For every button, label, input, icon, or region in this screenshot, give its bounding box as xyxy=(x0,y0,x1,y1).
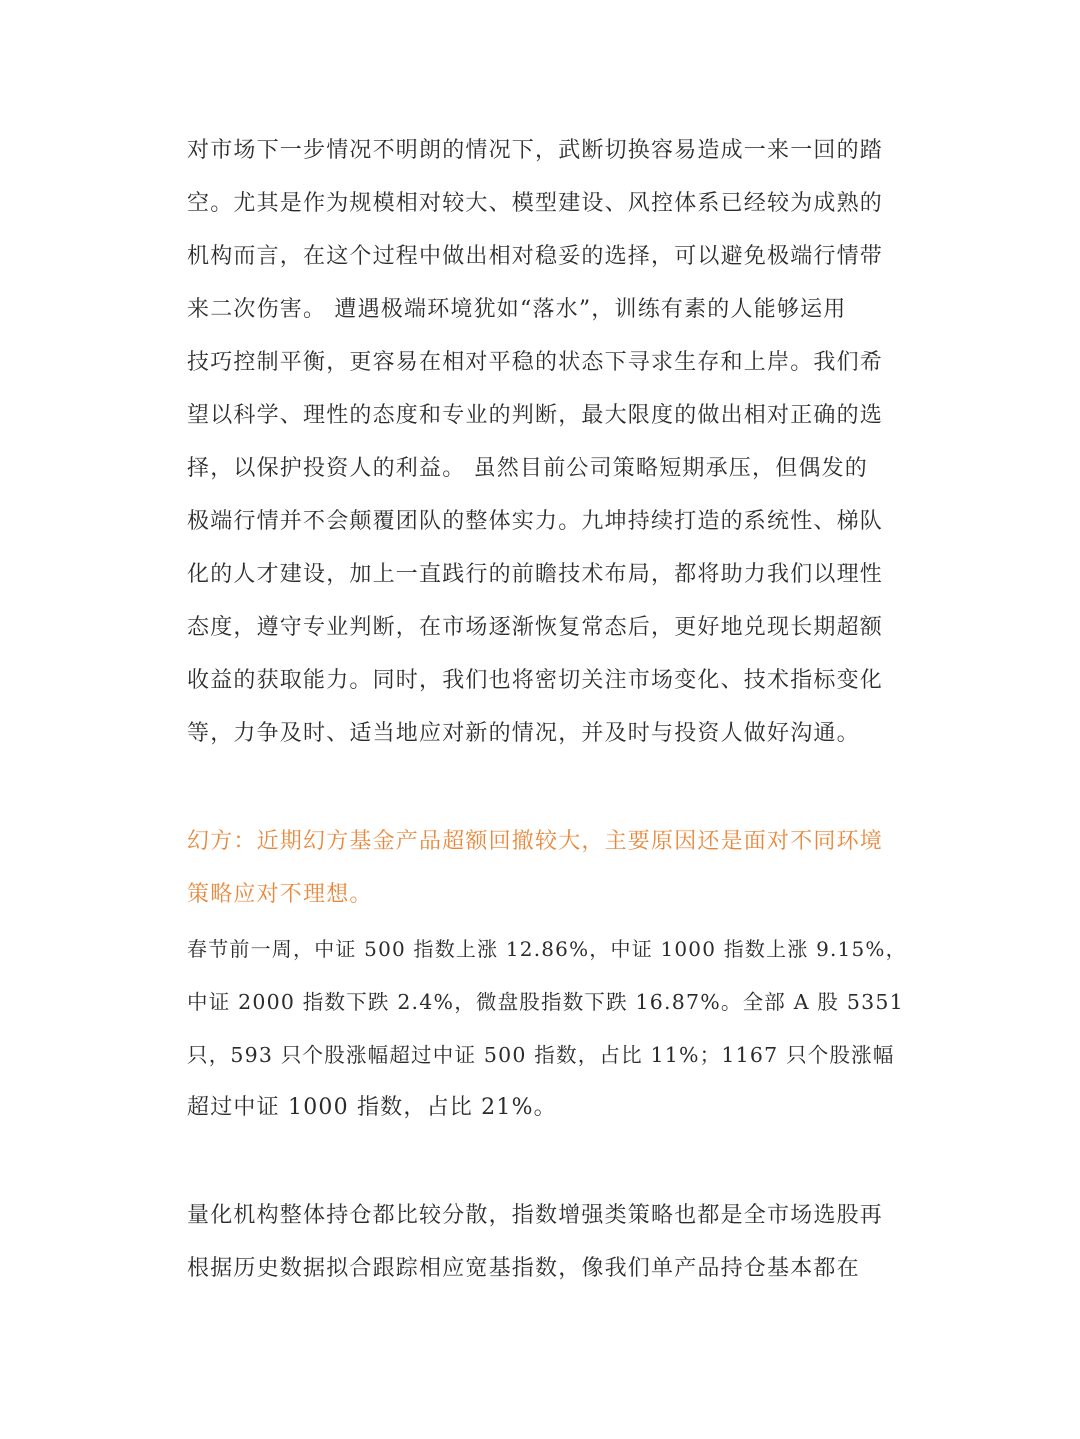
paragraph-2-line-3: 只，593 只个股涨幅超过中证 500 指数，占比 11%；1167 只个股涨幅 xyxy=(187,1043,895,1067)
paragraph-1-line-1: 对市场下一步情况不明朗的情况下，武断切换容易造成一来一回的踏 xyxy=(187,138,884,163)
paragraph-1-line-12: 等，力争及时、适当地应对新的情况，并及时与投资人做好沟通。 xyxy=(187,721,860,746)
paragraph-3-line-2: 根据历史数据拟合跟踪相应宽基指数，像我们单产品持仓基本都在 xyxy=(187,1256,860,1281)
paragraph-1-line-3: 机构而言，在这个过程中做出相对稳妥的选择，可以避免极端行情带 xyxy=(187,244,884,269)
paragraph-2-line-1: 春节前一周，中证 500 指数上涨 12.86%，中证 1000 指数上涨 9.15%， xyxy=(187,937,907,961)
paragraph-1-line-2: 空。尤其是作为规模相对较大、模型建设、风控体系已经较为成熟的 xyxy=(187,191,884,216)
paragraph-2-line-4: 超过中证 1000 指数，占比 21%。 xyxy=(187,1095,557,1120)
paragraph-1-line-5: 技巧控制平衡，更容易在相对平稳的状态下寻求生存和上岸。我们希 xyxy=(187,350,884,375)
paragraph-1-line-11: 收益的获取能力。同时，我们也将密切关注市场变化、技术指标变化 xyxy=(187,668,884,693)
paragraph-3-line-1: 量化机构整体持仓都比较分散，指数增强类策略也都是全市场选股再 xyxy=(187,1203,884,1228)
paragraph-1-line-7: 择，以保护投资人的利益。 虽然目前公司策略短期承压，但偶发的 xyxy=(187,456,868,481)
paragraph-1-line-8: 极端行情并不会颠覆团队的整体实力。九坤持续打造的系统性、梯队 xyxy=(187,509,884,534)
heading-line-1: 幻方：近期幻方基金产品超额回撤较大，主要原因还是面对不同环境 xyxy=(187,829,884,854)
heading-line-2: 策略应对不理想。 xyxy=(187,882,373,907)
paragraph-1-line-6: 望以科学、理性的态度和专业的判断，最大限度的做出相对正确的选 xyxy=(187,403,884,428)
paragraph-2-line-2: 中证 2000 指数下跌 2.4%，微盘股指数下跌 16.87%。全部 A 股 5351 xyxy=(187,990,904,1014)
paragraph-1-line-4: 来二次伤害。 遭遇极端环境犹如“落水”，训练有素的人能够运用 xyxy=(187,297,847,322)
paragraph-1-line-10: 态度，遵守专业判断，在市场逐渐恢复常态后，更好地兑现长期超额 xyxy=(187,615,884,640)
paragraph-1-line-9: 化的人才建设，加上一直践行的前瞻技术布局，都将助力我们以理性 xyxy=(187,562,884,587)
